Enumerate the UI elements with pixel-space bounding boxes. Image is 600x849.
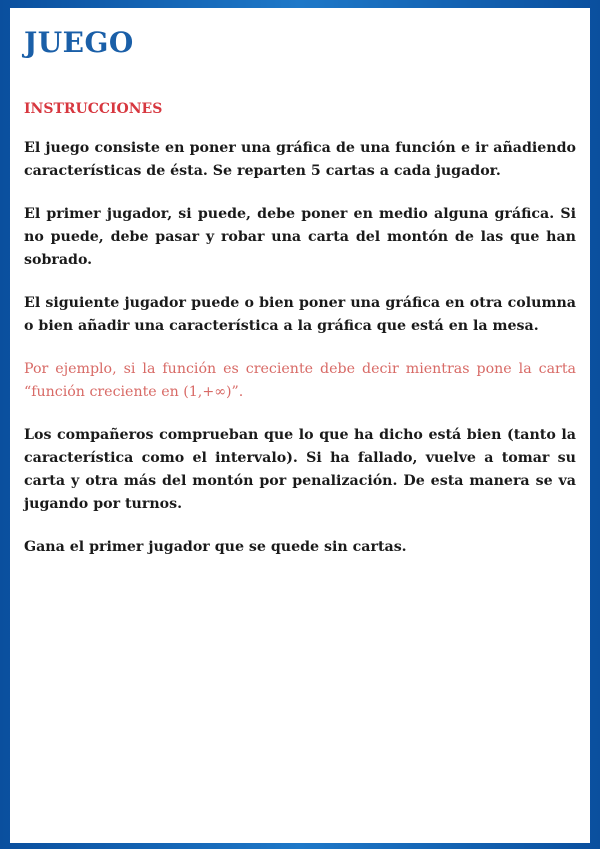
paragraph-winner: Gana el primer jugador que se quede sin cartas.: [24, 539, 407, 555]
section-heading: INSTRUCCIONES: [24, 101, 163, 117]
document-sheet: [10, 8, 590, 843]
paragraph-intro: El juego consiste en poner una gráfica de una función e ir añadiendo características de ésta. Se reparten 5 cartas a cada jugador.: [24, 140, 576, 179]
paragraph-check: Los compañeros comprueban que lo que ha dicho está bien (tanto la característica como el intervalo). Si ha fallado, vuelve a tomar su carta y otra más del montón por penalización. De esta manera se va jugando por turnos.: [24, 427, 576, 512]
page-title: JUEGO: [24, 26, 134, 59]
paragraph-example: Por ejemplo, si la función es creciente debe decir mientras pone la carta “función creciente en (1,+∞)”.: [24, 361, 576, 400]
paragraph-first-player: El primer jugador, si puede, debe poner en medio alguna gráfica. Si no puede, debe pasar y robar una carta del montón de las que han sobrado.: [24, 206, 576, 268]
paragraph-next-player: El siguiente jugador puede o bien poner una gráfica en otra columna o bien añadir una característica a la gráfica que está en la mesa.: [24, 295, 576, 334]
